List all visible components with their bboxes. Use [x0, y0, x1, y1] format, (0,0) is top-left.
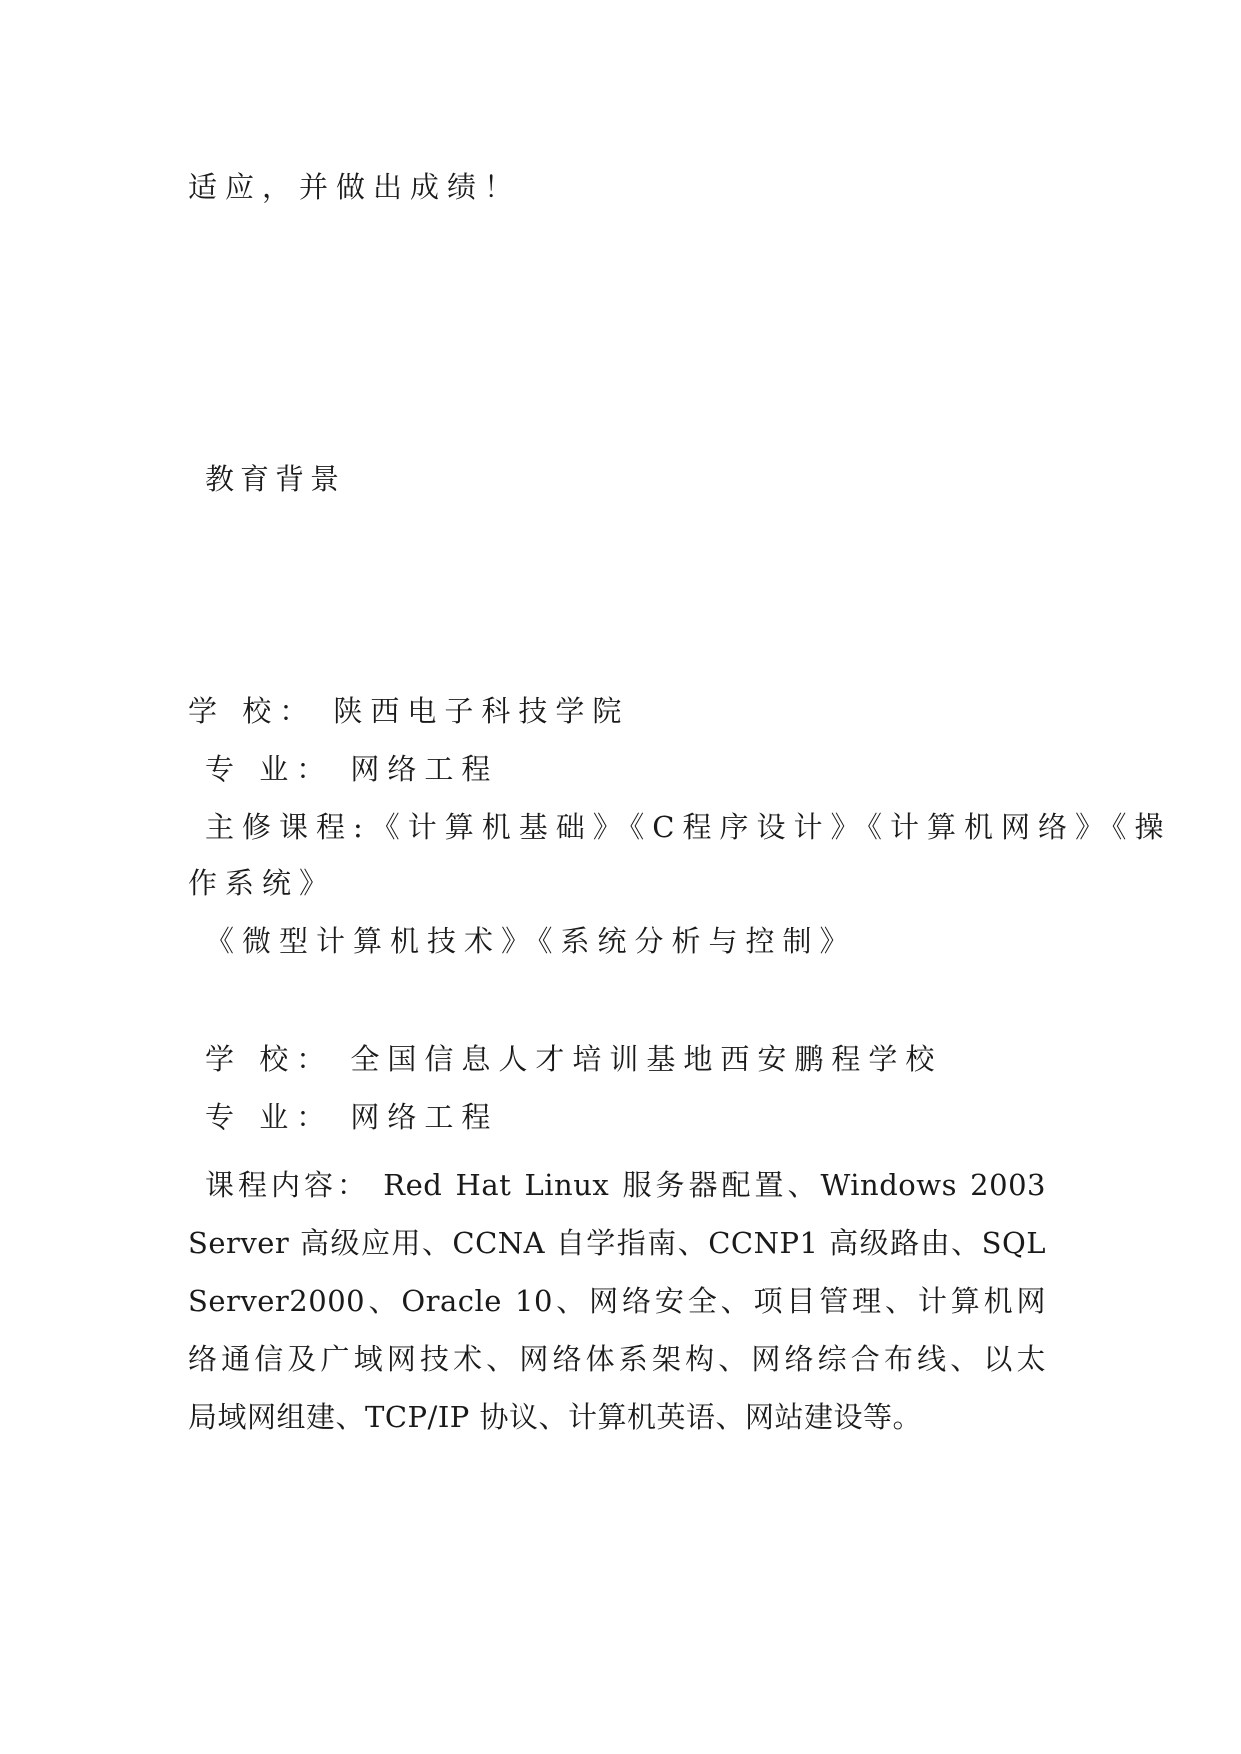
courses-line-1b: 作系统》: [188, 866, 337, 900]
major-line-1: 专 业： 网络工程: [205, 752, 499, 786]
intro-continuation-text: 适应，并做出成绩！: [188, 170, 522, 204]
course-content-line: 课程内容： Red Hat Linux 服务器配置、Windows 2003: [205, 1168, 1046, 1202]
course-content-line: 络通信及广域网技术、网络体系架构、网络综合布线、以太: [188, 1342, 1046, 1376]
courses-line-1a: 主修课程:《计算机基础》《C程序设计》《计算机网络》《操: [205, 810, 1172, 844]
major-line-2: 专 业： 网络工程: [205, 1100, 499, 1134]
course-content-line: Server 高级应用、CCNA 自学指南、CCNP1 高级路由、SQL: [188, 1226, 1046, 1260]
school-line-1: 学 校： 陕西电子科技学院: [188, 694, 630, 728]
section-heading-education: 教育背景: [205, 462, 346, 496]
course-content-line: Server2000、Oracle 10、网络安全、项目管理、计算机网: [188, 1284, 1046, 1318]
courses-line-1c: 《微型计算机技术》《系统分析与控制》: [205, 924, 857, 958]
course-content-paragraph: [188, 1156, 1046, 1446]
course-content-line: 局域网组建、TCP/IP 协议、计算机英语、网站建设等。: [188, 1400, 923, 1434]
school-line-2: 学 校： 全国信息人才培训基地西安鹏程学校: [205, 1042, 943, 1076]
